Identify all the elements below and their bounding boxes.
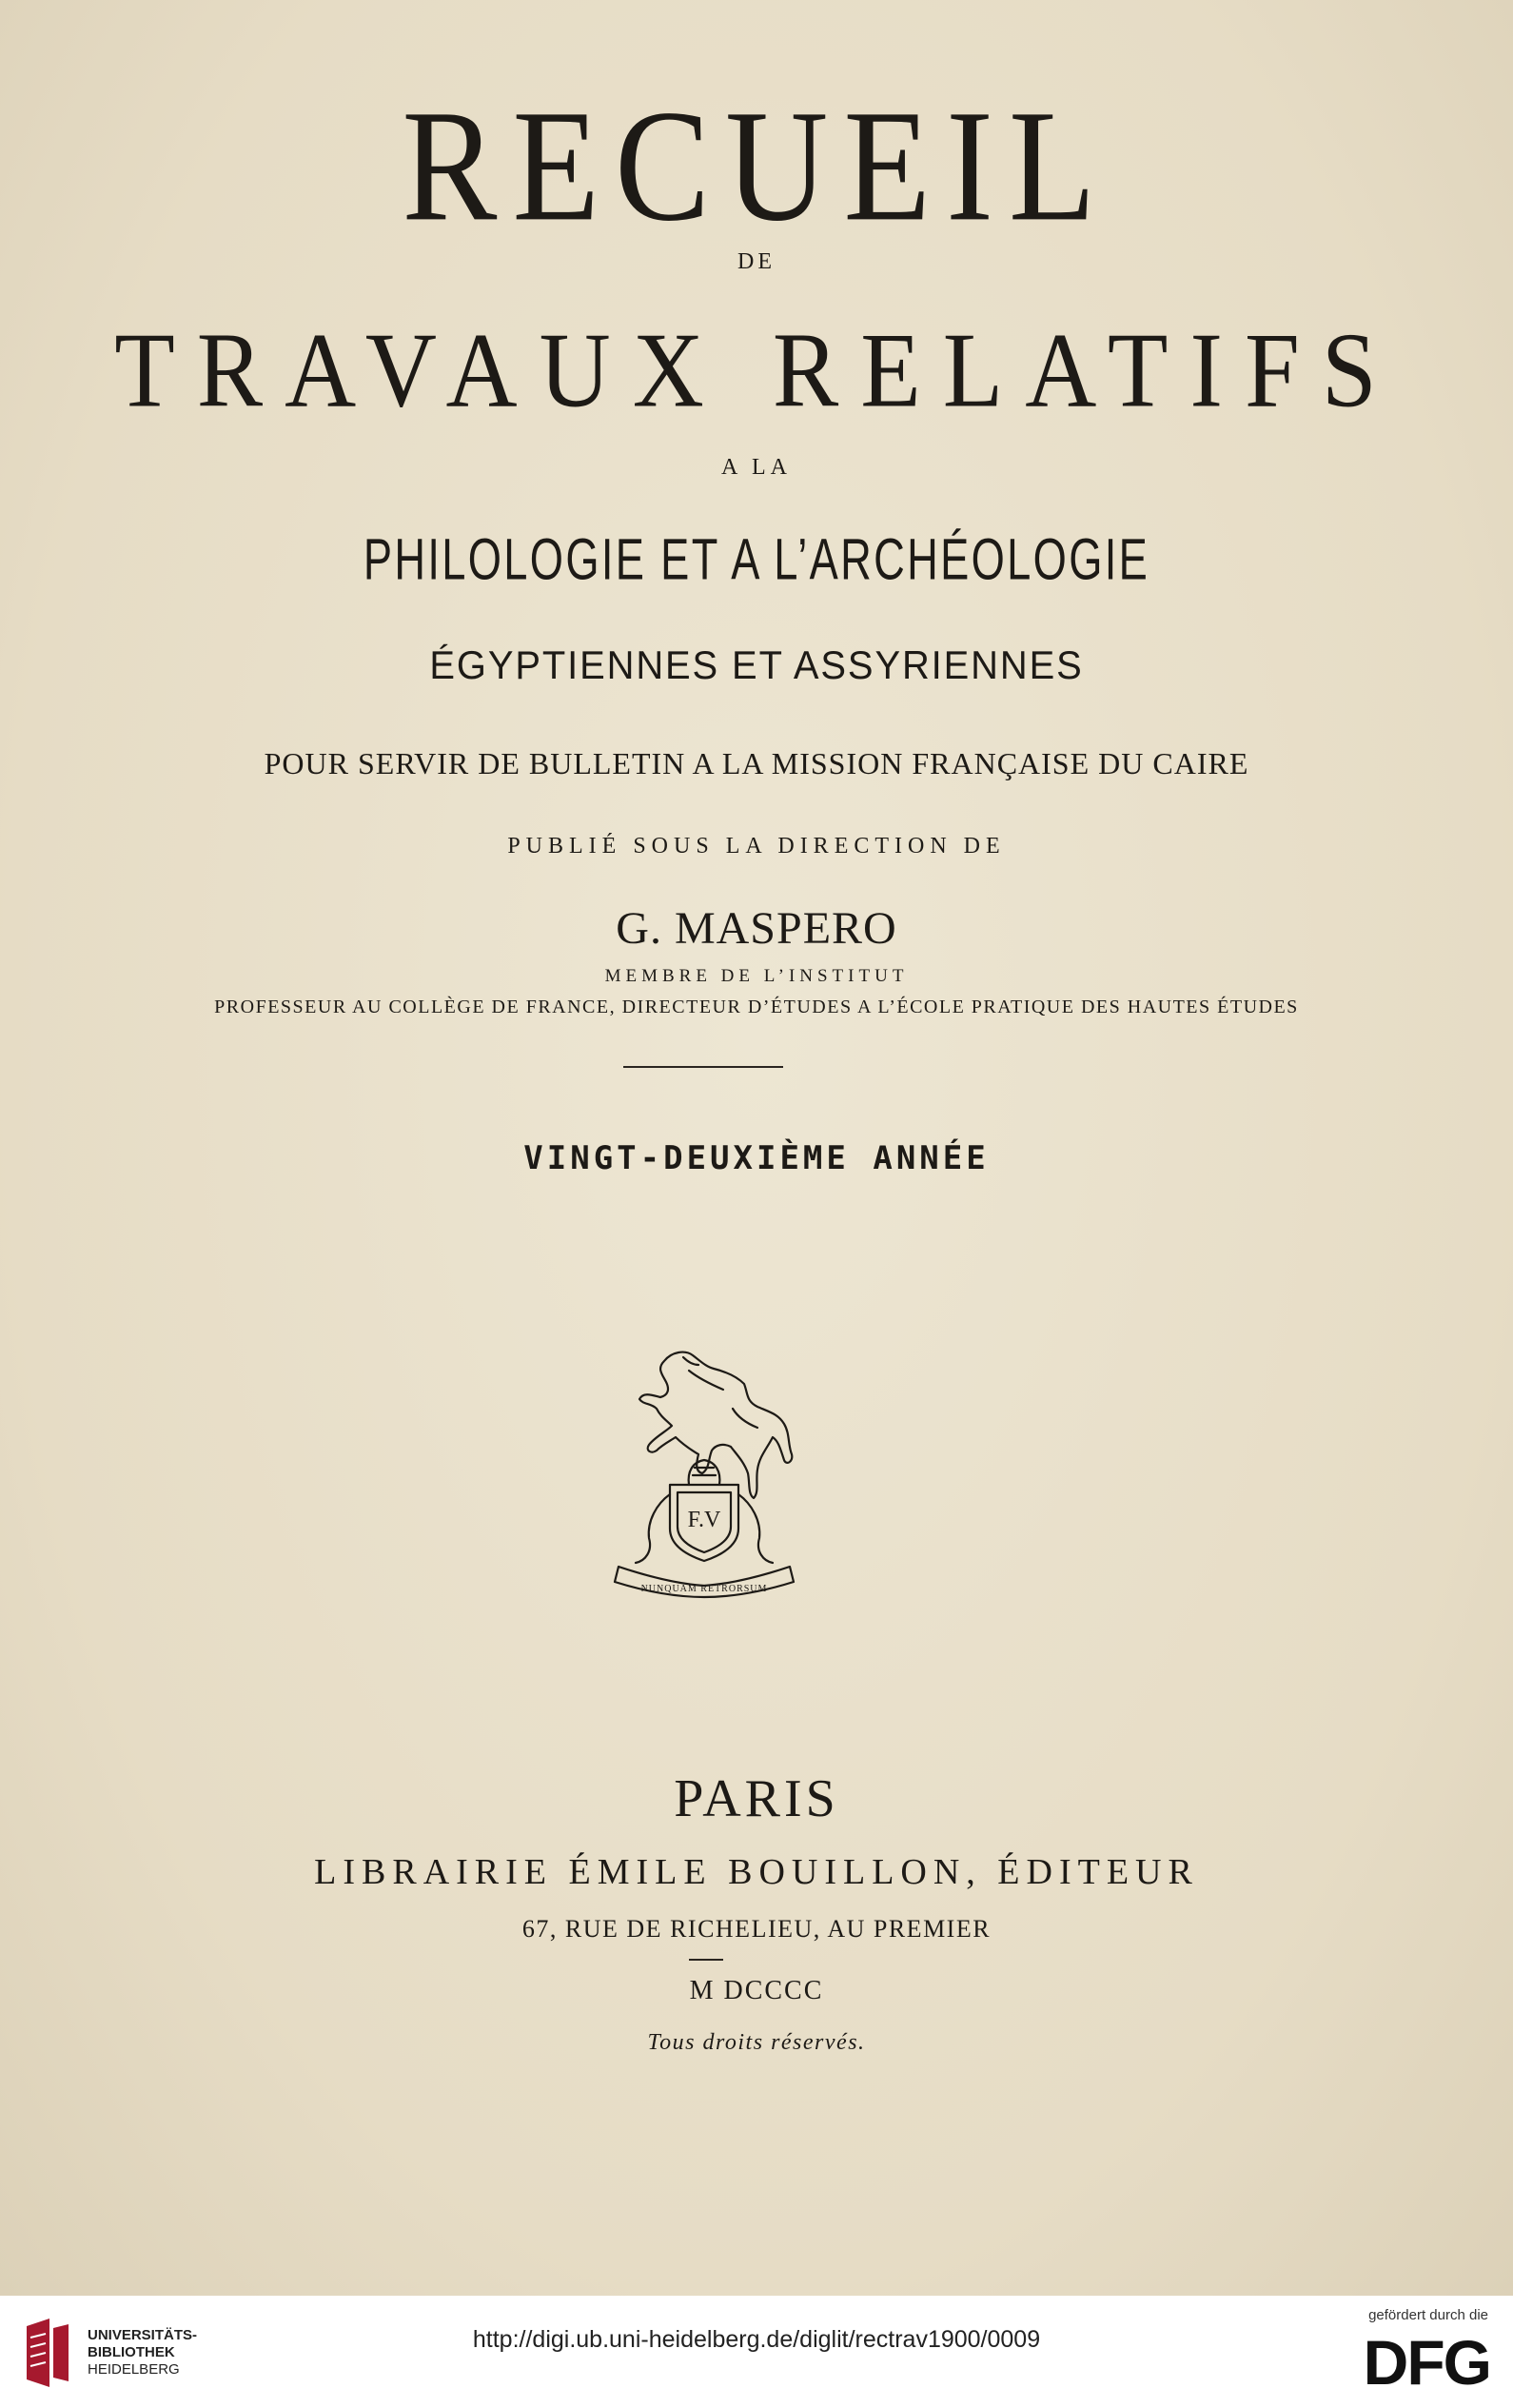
editor-positions: PROFESSEUR AU COLLÈGE DE FRANCE, DIRECTEUR D’ÉTUDES A L’ÉCOLE PRATIQUE DES HAUTES ÉTUDES	[214, 997, 1299, 1017]
imprint-address: 67, RUE DE RICHELIEU, AU PREMIER	[521, 1915, 992, 1943]
library-name-line1: UNIVERSITÄTS-	[88, 2327, 198, 2343]
emblem-initials: F.V	[687, 1508, 721, 1532]
permalink-url[interactable]: http://digi.ub.uni-heidelberg.de/diglit/rectrav1900/0009	[472, 2326, 1041, 2353]
title-travaux-relatifs: TRAVAUX RELATIFS	[114, 311, 1399, 430]
editor-intro: PUBLIÉ SOUS LA DIRECTION DE	[507, 834, 1006, 859]
funded-by-label: gefördert durch die	[1368, 2307, 1488, 2323]
emblem-motto: NUNQUAM RETRORSUM	[640, 1584, 768, 1594]
imprint-rule	[689, 1959, 723, 1961]
title-recueil: RECUEIL	[402, 77, 1111, 255]
imprint-city: PARIS	[674, 1769, 839, 1828]
title-a-la: A LA	[721, 455, 792, 480]
imprint-rights: Tous droits réservés.	[647, 2030, 866, 2055]
library-name-line2: BIBLIOTHEK	[88, 2344, 175, 2360]
dfg-logo: DFG	[1363, 2327, 1490, 2398]
editor-role: MEMBRE DE L’INSTITUT	[604, 966, 909, 986]
title-egyptiennes: ÉGYPTIENNES ET ASSYRIENNES	[429, 642, 1084, 687]
printer-mark-horse-emblem-icon	[590, 1342, 818, 1599]
title-de: DE	[737, 249, 776, 274]
editor-name: G. MASPERO	[616, 903, 897, 954]
library-name-line3: HEIDELBERG	[88, 2361, 180, 2378]
imprint-publisher: LIBRAIRIE ÉMILE BOUILLON, ÉDITEUR	[314, 1852, 1199, 1892]
title-philologie: PHILOLOGIE ET A L’ARCHÉOLOGIE	[363, 527, 1150, 593]
divider-rule	[623, 1066, 783, 1068]
title-bulletin: POUR SERVIR DE BULLETIN A LA MISSION FRANÇAISE DU CAIRE	[264, 746, 1249, 780]
imprint-year: M DCCCC	[689, 1976, 824, 2005]
volume-label: VINGT-DEUXIÈME ANNÉE	[523, 1139, 990, 1177]
